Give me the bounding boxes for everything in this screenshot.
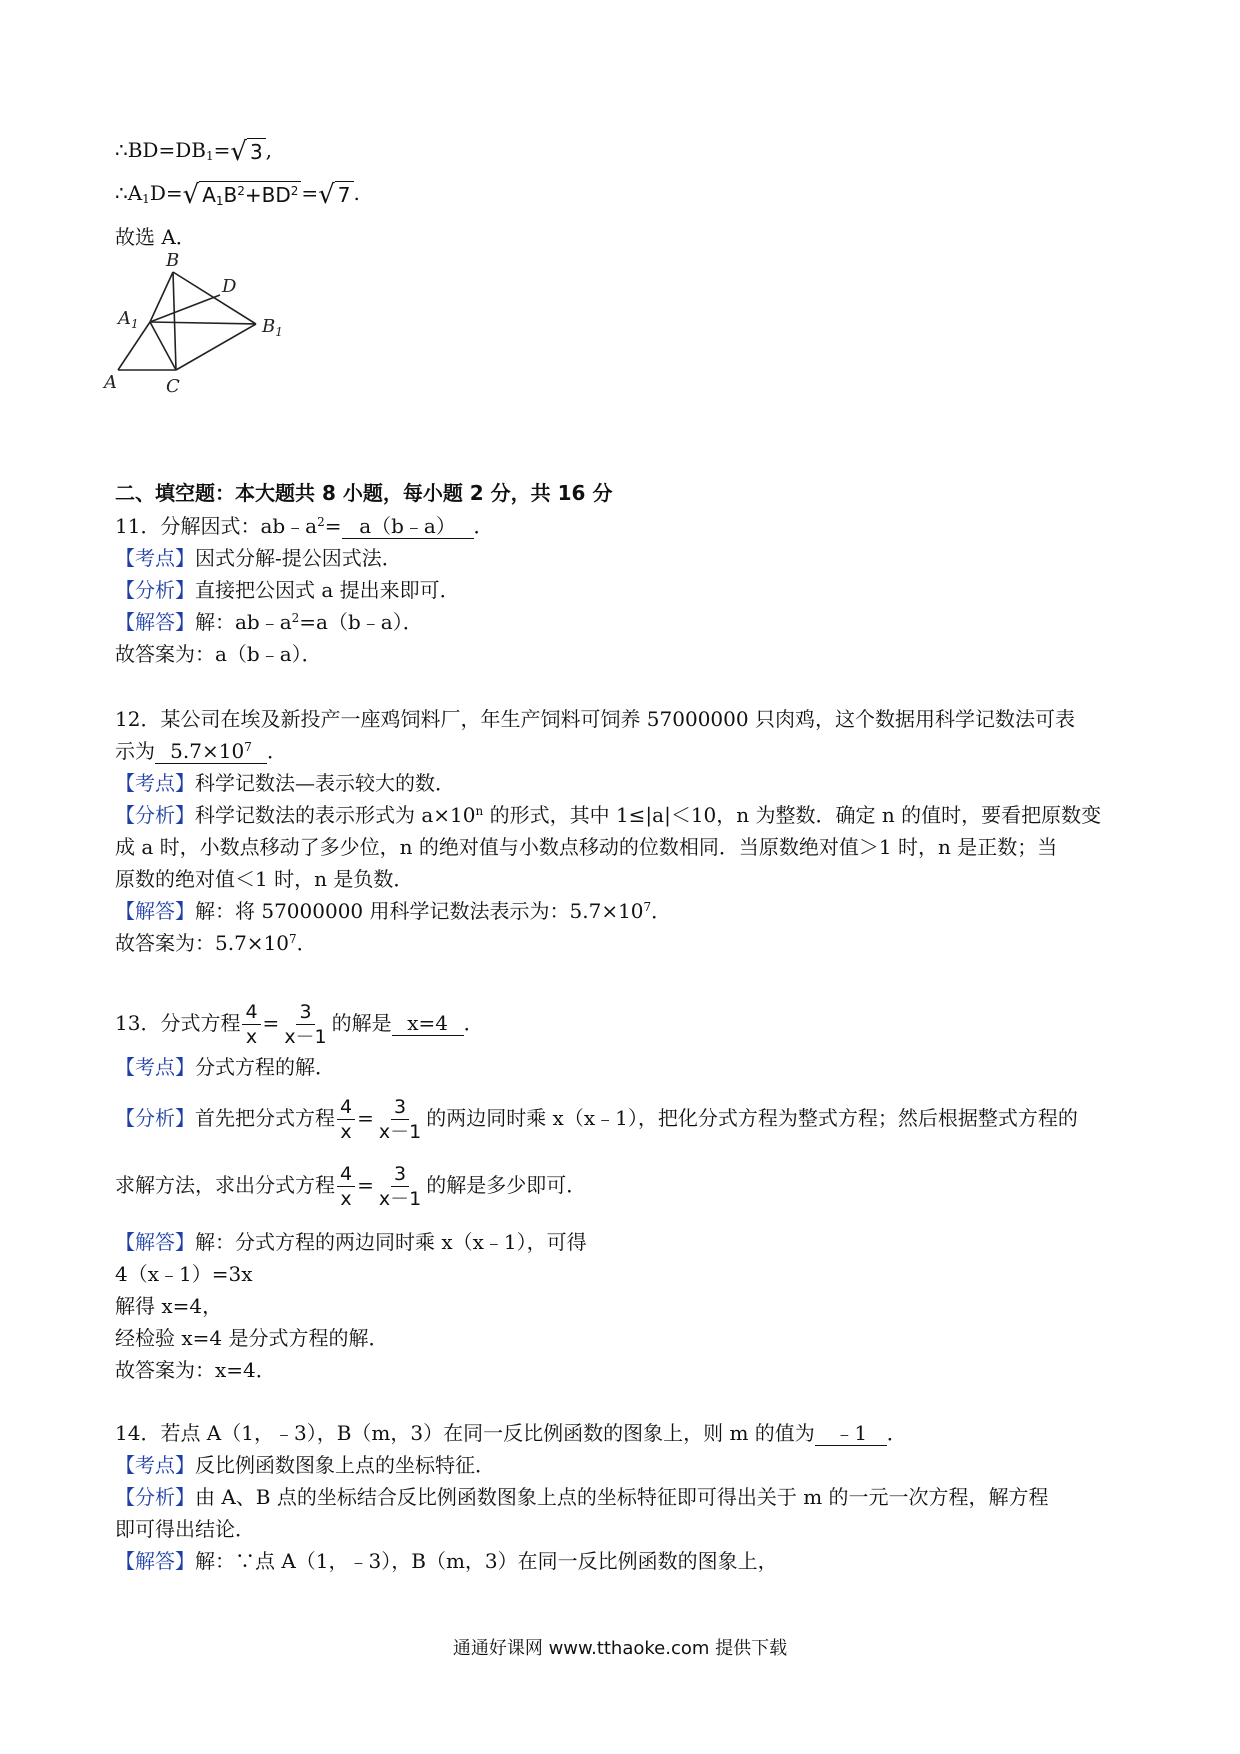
text: 的两边同时乘 x（x﹣1），把化分式方程为整式方程；然后根据整式方程的 [426,1106,1078,1130]
label-A: A [104,372,117,393]
q12-stem-line2 [115,736,287,766]
text: = [213,138,231,162]
section-heading: 二、填空题：本大题共 8 小题，每小题 2 分，共 16 分 [115,481,613,505]
text: ． [886,1421,907,1445]
q13-step2: 解得 x=4， [115,1294,223,1318]
text: = [357,1106,374,1130]
fraction-3-over-x-minus-1: $\frac{3}{x-1}$ [378,1096,422,1143]
tag-fenxi: 【分析】 [115,803,195,827]
q14-answer-blank: ﹣1 [815,1421,887,1446]
text: = [262,1011,280,1035]
segment-A1B1 [150,322,256,324]
fraction-4-over-x: $\frac{4}{x}$ [337,1164,355,1209]
segment-BB1 [173,272,256,324]
superscript: n [475,804,484,818]
text: ． [267,739,287,763]
q11-fenxi [115,575,460,605]
q12-stem-line1: 12．某公司在埃及新投产一座鸡饲料厂，年生产饲料可饲养 57000000 只肉鸡，这个数据用科学记数法可表 [115,707,1075,731]
tag-jieda: 【解答】 [115,1549,195,1573]
q12-fenxi-line2: 成 a 时，小数点移动了多少位，n 的绝对值与小数点移动的位数相同．当原数绝对值＞1 时，n 是正数；当 [115,835,1058,859]
text: 求解方法，求出分式方程 [115,1173,335,1197]
text: 示为 [115,739,155,763]
text: 反比例函数图象上点的坐标特征． [195,1453,495,1477]
geometry-figure [104,250,330,442]
text: 解：将 57000000 用科学记数法表示为：5.7×10 [195,899,644,923]
tag-kaodian: 【考点】 [115,546,195,570]
text: ∴A [115,181,143,205]
q12-kaodian [115,768,455,798]
q13-jieda [115,1227,587,1257]
text: 因式分解-提公因式法． [195,546,402,570]
tag-kaodian: 【考点】 [115,771,195,795]
tag-kaodian: 【考点】 [115,1055,195,1079]
text: 分式方程的解． [195,1055,335,1079]
carry-line-2 [115,178,360,209]
text: 解：∵点 A（1，﹣3），B（m，3）在同一反比例函数的图象上， [195,1549,778,1573]
superscript: 7 [643,900,652,914]
text: ． [296,931,317,955]
text: , [265,138,273,162]
text: 科学记数法的表示形式为 a×10 [195,803,476,827]
tag-fenxi: 【分析】 [115,578,195,602]
q14-stem [115,1418,907,1448]
q13-step3: 经检验 x=4 是分式方程的解． [115,1326,389,1350]
sqrt-expression: √ $A_1B^2+BD^2$ [183,181,302,209]
q13-final: 故答案为：x=4． [115,1358,276,1382]
text: 的解是 [331,1011,392,1035]
q14-fenxi-line2: 即可得出结论． [115,1517,255,1541]
tag-jieda: 【解答】 [115,1230,195,1254]
text: ∴BD=DB [115,138,206,162]
text: = [324,514,342,538]
text: 的解是多少即可． [426,1173,587,1197]
text: ． [463,1011,484,1035]
q13-fenxi-line2 [115,1160,586,1210]
q11-jieda [115,607,423,637]
carry-line-3: 故选 A． [115,225,196,249]
tag-kaodian: 【考点】 [115,1453,195,1477]
q12-answer-blank: $5.7\times 10^7$ [155,739,267,764]
q11-stem [115,511,494,541]
q13-step1: 4（x﹣1）=3x [115,1262,253,1286]
segment-BC [173,272,176,370]
fraction-4-over-x: $\frac{4}{x}$ [337,1097,355,1142]
label-A1: $A_1$ [118,308,139,331]
text: 直接把公因式 a 提出来即可． [195,578,460,602]
sqrt-7: √ 7 [318,181,353,209]
label-C: C [166,376,180,397]
superscript: 2 [291,611,300,625]
carry-line-1 [115,135,272,166]
page-footer: 通通好课网 www.tthaoke.com 提供下载 [452,1638,788,1659]
text: 由 A、B 点的坐标结合反比例函数图象上点的坐标特征即可得出关于 m 的一元一次方程，解方程 [195,1485,1049,1509]
text: 解：分式方程的两边同时乘 x（x﹣1），可得 [195,1230,587,1254]
q12-final [115,928,317,958]
q12-fenxi-line3: 原数的绝对值＜1 时，n 是负数． [115,867,414,891]
text: =a（b﹣a）． [299,610,423,634]
segment-CB1 [176,324,256,370]
label-B: B [166,250,180,271]
q13-stem [115,998,484,1048]
text: . [353,181,360,205]
text: ． [651,899,672,923]
text: 的形式，其中 1≤|a|＜10，n 为整数．确定 n 的值时，要看把原数变 [483,803,1102,827]
text: ． [473,514,494,538]
tag-fenxi: 【分析】 [115,1485,195,1509]
superscript: 7 [289,932,297,946]
text: = [301,181,319,205]
text: 故答案为：5.7×10 [115,931,290,955]
q14-fenxi-line1 [115,1482,1049,1512]
text: 首先把分式方程 [195,1106,335,1130]
q13-answer-blank: x=4 [392,1011,464,1036]
tag-jieda: 【解答】 [115,610,195,634]
q11-kaodian [115,543,402,573]
q13-fenxi-line1 [115,1093,1078,1143]
subscript: 1 [205,149,214,163]
fraction-3-over-x-minus-1: $\frac{3}{x-1}$ [284,1001,327,1048]
text: = [357,1173,374,1197]
label-B1: $B_1$ [262,316,283,339]
segment-A1C [150,322,176,370]
q12-fenxi-line1 [115,800,1101,830]
q12-jieda [115,896,671,926]
q11-answer-blank: a（b﹣a） [342,514,474,539]
tag-fenxi: 【分析】 [115,1106,195,1130]
superscript: 2 [317,515,325,529]
text: 14．若点 A（1，﹣3），B（m，3）在同一反比例函数的图象上，则 m 的值为 [115,1421,815,1445]
fraction-4-over-x: $\frac{4}{x}$ [242,1002,260,1047]
label-D: D [222,276,237,297]
text: 11．分解因式：ab﹣a [115,514,318,538]
q14-kaodian [115,1450,495,1480]
sqrt-3: √ 3 [230,138,265,166]
q11-final: 故答案为：a（b﹣a）． [115,642,322,666]
text: 13．分式方程 [115,1011,241,1035]
q14-jieda [115,1546,778,1576]
tag-jieda: 【解答】 [115,899,195,923]
fraction-3-over-x-minus-1: $\frac{3}{x-1}$ [378,1163,422,1210]
subscript: 1 [142,192,150,206]
text: 解：ab﹣a [195,610,292,634]
q13-kaodian [115,1052,335,1082]
text: 科学记数法—表示较大的数． [195,771,455,795]
text: D= [149,181,183,205]
